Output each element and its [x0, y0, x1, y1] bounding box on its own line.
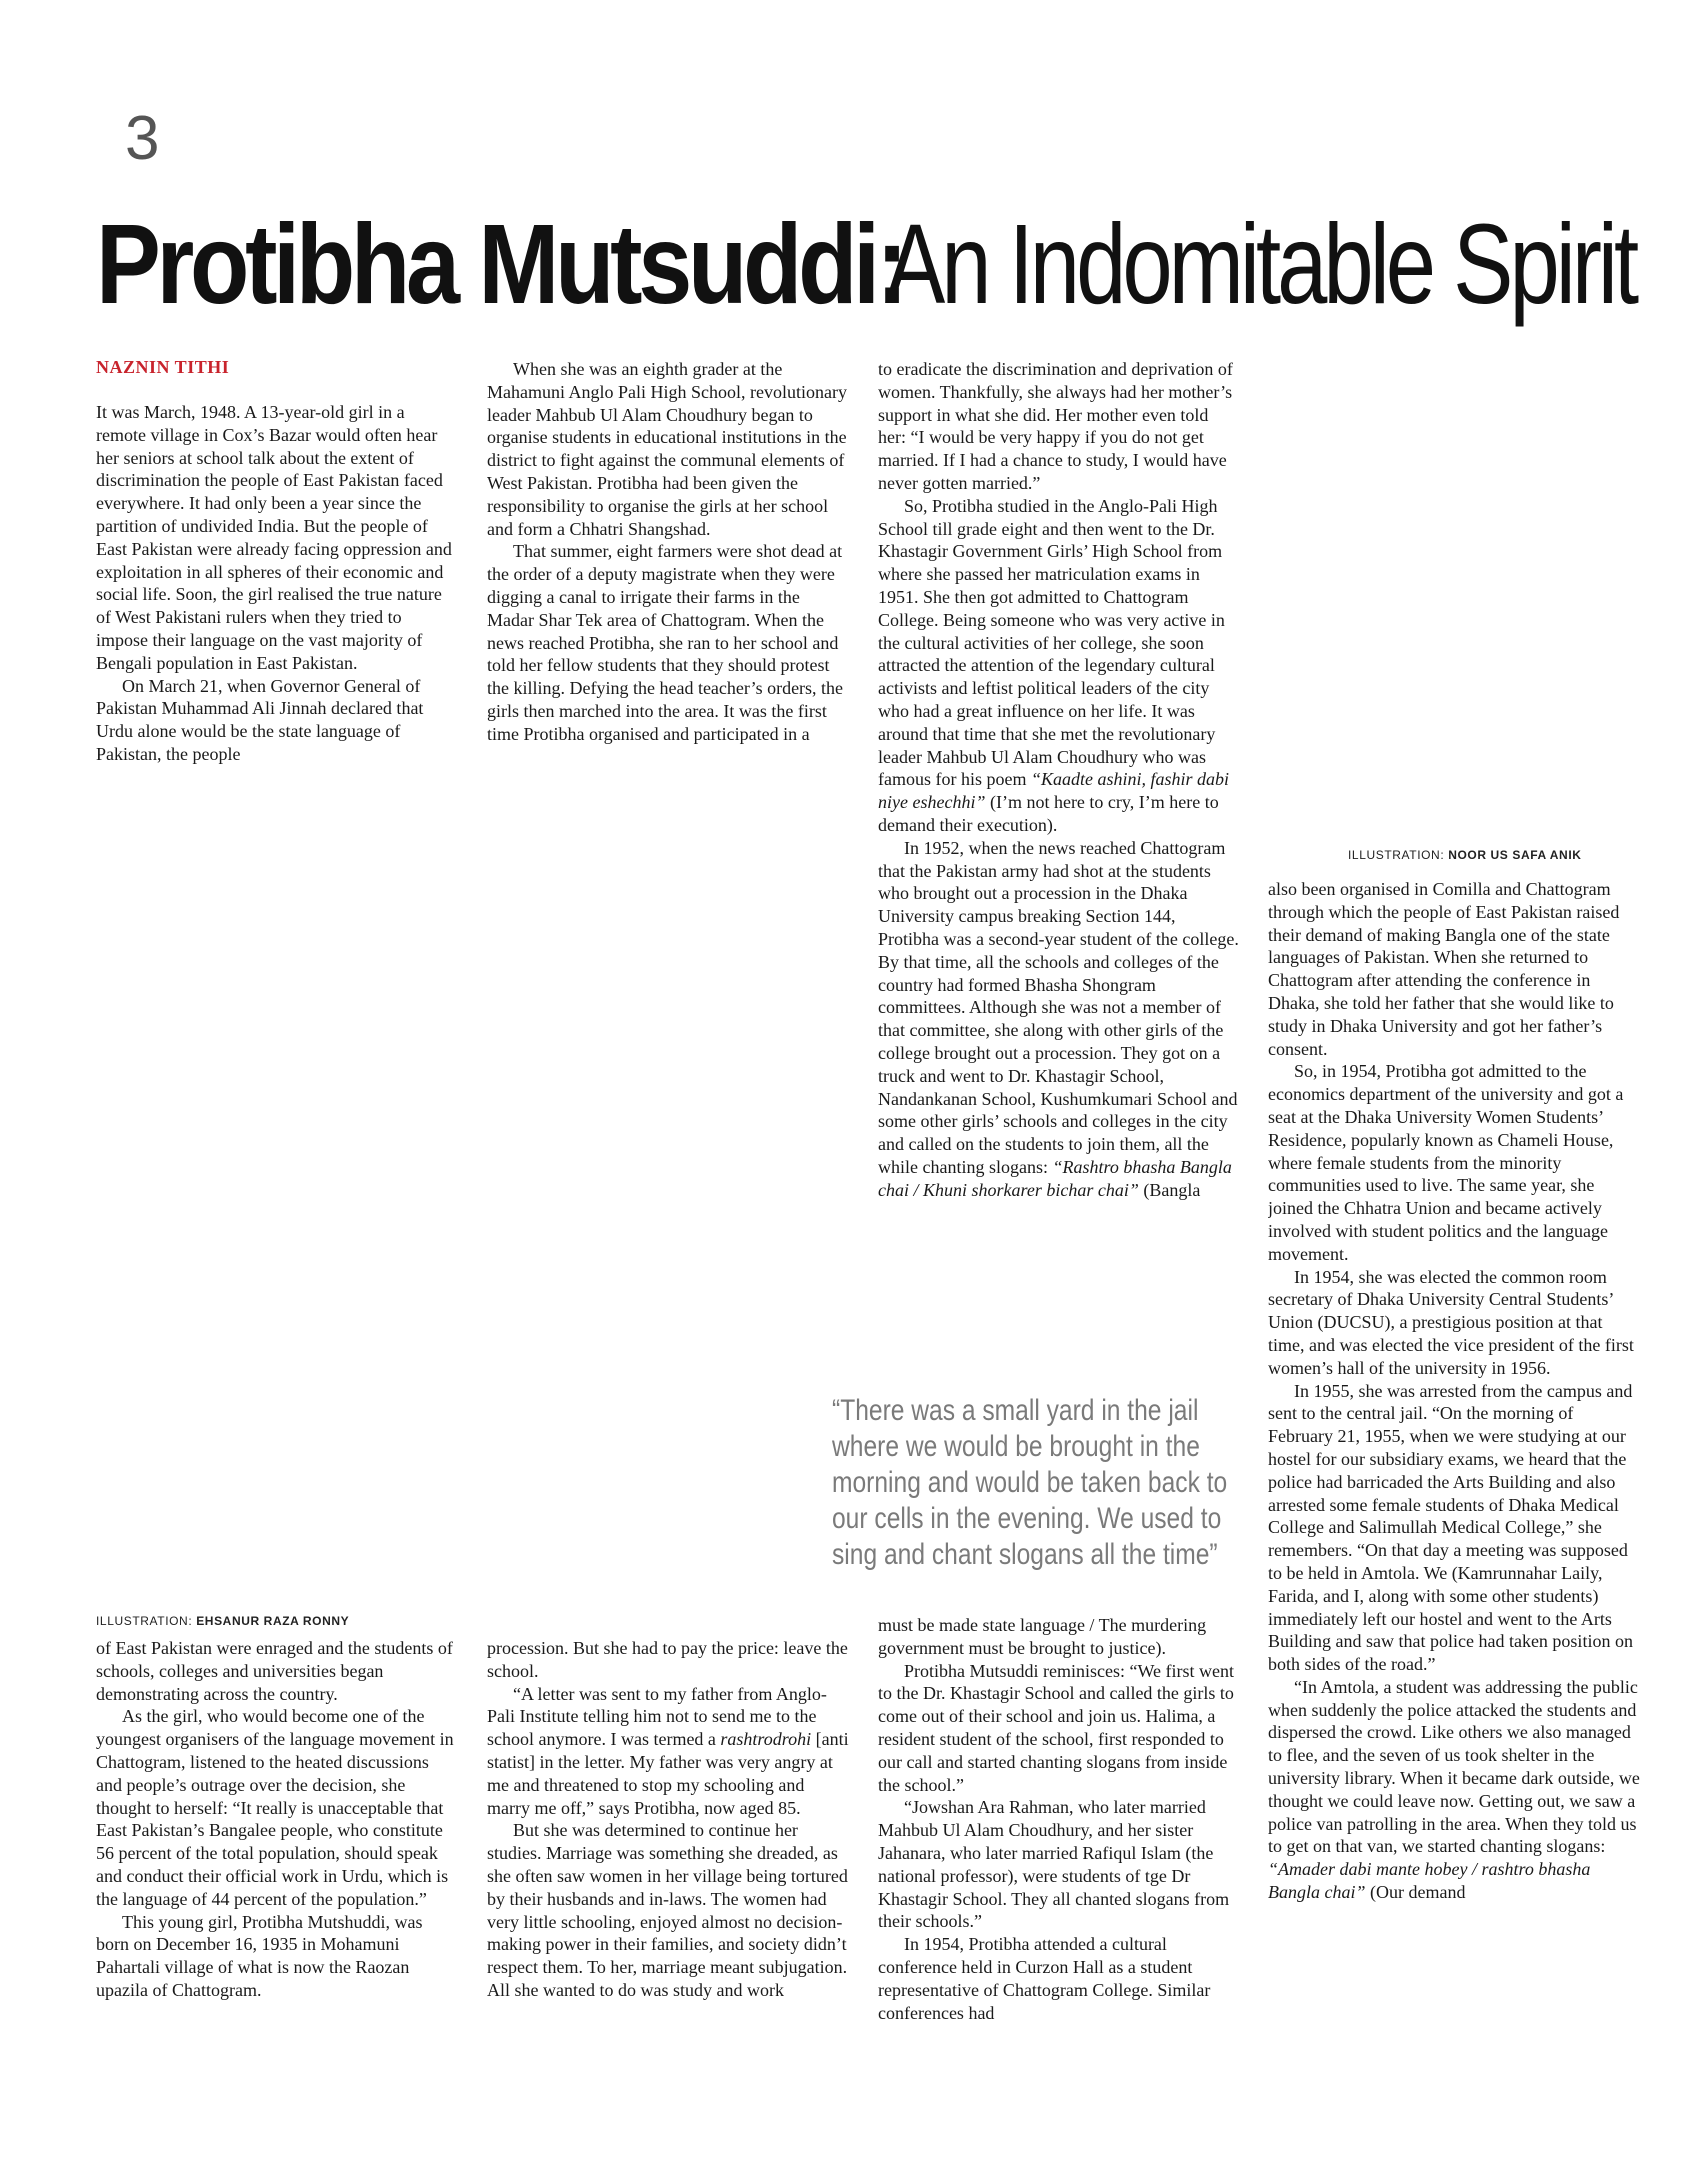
paragraph: That summer, eight farmers were shot dead at the order of a deputy magistrate when they were digging a canal to irrigate their farms in the Madar Shar Tek area of Chattogram. When the news reached Protibha, she ran to her school and told her fellow students that they should protest the killing. Defying the head teacher’s orders, the girls then marched into the area. It was the first time Protibha organised and participated in a — [487, 541, 844, 744]
article-column-1-bottom — [96, 1637, 458, 2107]
paragraph: So, Protibha studied in the Anglo-Pali High School till grade eight and then went to the Dr. Khastagir Government Girls’ High School from where she passed her matriculation exams in 1951. She then got admitted to Chattogram College. Being someone who was very active in the cultural activities of her college, she soon attracted the attention of the legendary cultural activists and leftist political leaders of the city who had a great influence on her life. It was around that time that she met the revolutionary leader Mahbub Ul Alam Choudhury who was famous for his poem “Kaadte ashini, fashir dabi niye eshechhi” (I’m not here to cry, I’m here to demand their execution). — [878, 495, 1230, 835]
article-column-3-top — [878, 358, 1240, 1366]
article-column-3-bottom — [878, 1614, 1240, 2107]
headline-name: Protibha Mutsuddi: — [96, 201, 904, 327]
paragraph: of East Pakistan were enraged and the students of schools, colleges and universities began demonstrating across the country. — [96, 1638, 453, 1704]
page-number: 3 — [125, 104, 160, 173]
paragraph: As the girl, who would become one of the youngest organisers of the language movement in Chattogram, listened to the heated discussions and people’s outrage over the decision, she thought to herself: “It really is unacceptable that East Pakistan’s Bangalee people, who constitute 56 percent of the total population, should speak and conduct their official work in Urdu, which is the language of 44 percent of the population.” — [96, 1706, 454, 1909]
paragraph: also been organised in Comilla and Chattogram through which the people of East Pakistan raised their demand of making Bangla one of the state languages of Pakistan. When she returned to Chattogram after attending the conference in Dhaka, she told her father that she would like to study in Dhaka University and got her father’s consent. — [1268, 879, 1620, 1059]
paragraph: In 1952, when the news reached Chattogram that the Pakistan army had shot at the students who brought out a procession in the Dhaka University campus breaking Section 144, Protibha was a second-year student of the college. By that time, all the schools and colleges of the country had formed Bhasha Shongram committees. Although she was not a member of that committee, she along with other girls of the college brought out a procession. They got on a truck and went to Dr. Khastagir School, Nandankanan School, Kushumkumari School and some other girls’ schools and colleges in the city and called on the students to join them, all the while chanting slogans: “Rashtro bhasha Bangla chai / Khuni shorkarer bichar chai” (Bangla — [878, 837, 1239, 1200]
pull-quote: “There was a small yard in the jail where we would be brought in the morning and would be taken back to our cells in the evening. We used to sing and chant slogans all the time” — [832, 1394, 1228, 1571]
paragraph: “In Amtola, a student was addressing the public when suddenly the police attacked the students and dispersed the crowd. Like others we also managed to flee, and the seven of us took shelter in the university library. When it became dark outside, we thought we could leave now. Getting out, we saw a police van patrolling in the area. When they told us to get on that van, we started chanting slogans: “Amader dabi mante hobey / rashtro bhasha Bangla chai” (Our demand — [1268, 1676, 1640, 1903]
paragraph: In 1954, Protibha attended a cultural conference held in Curzon Hall as a student representative of Chattogram College. Similar conferences had — [878, 1934, 1211, 2023]
paragraph: When she was an eighth grader at the Mahamuni Anglo Pali High School, revolutionary leader Mahbub Ul Alam Choudhury began to organise students in educational institutions in the district to fight against the communal elements of West Pakistan. Protibha had been given the responsibility to organise the girls at her school and form a Chhatri Shangshad. — [487, 359, 847, 539]
poem-title: “Kaadte ashini, fashir dabi niye eshechhi” — [878, 769, 1230, 813]
term: rashtrodrohi — [720, 1729, 812, 1750]
illustration-credit-left: ILLUSTRATION: EHSANUR RAZA RONNY — [96, 1614, 350, 1628]
slogan: “Amader dabi mante hobey / rashtro bhasha Bangla chai” — [1268, 1859, 1591, 1903]
headline — [96, 201, 1656, 335]
slogan: “Rashtro bhasha Bangla chai / Khuni shorkarer bichar chai” — [878, 1156, 1232, 1200]
article-column-2-bottom — [487, 1637, 849, 2107]
paragraph: “A letter was sent to my father from Anglo-Pali Institute telling him not to send me to the school anymore. I was termed a rashtrodrohi [anti statist] in the letter. My father was very angry at me and threatened to stop my schooling and marry me off,” says Protibha, now aged 85. — [487, 1683, 849, 1818]
paragraph: It was March, 1948. A 13-year-old girl in a remote village in Cox’s Bazar would often hear her seniors at school talk about the extent of discrimination the people of East Pakistan faced everywhere. It had only been a year since the partition of undivided India. But the people of East Pakistan were already facing oppression and exploitation in all spheres of their economic and social life. Soon, the girl realised the true nature of West Pakistani rulers when they tried to impose their language on the vast majority of Bengali population in East Pakistan. — [96, 402, 452, 673]
paragraph: So, in 1954, Protibha got admitted to the economics department of the university and got a seat at the Dhaka University Women Students’ Residence, popularly known as Chameli House, where female students from the minority communities used to live. The same year, she joined the Chhatra Union and became actively involved with student politics and the language movement. — [1268, 1061, 1624, 1264]
paragraph: must be made state language / The murdering government must be brought to justice). — [878, 1615, 1207, 1658]
paragraph: In 1954, she was elected the common room secretary of Dhaka University Central Students’ Union (DUCSU), a prestigious position at that time, and was elected the vice president of the first women’s hall of the university in 1956. — [1268, 1266, 1634, 1378]
paragraph: procession. But she had to pay the price: leave the school. — [487, 1638, 848, 1681]
paragraph: Protibha Mutsuddi reminisces: “We first went to the Dr. Khastagir School and called the girls to come out of their school and join us. Halima, a resident student of the school, first responded to our call and started chanting slogans from inside the school.” — [878, 1660, 1234, 1795]
paragraph: But she was determined to continue her studies. Marriage was something she dreaded, as she often saw women in her village being tortured by their husbands and in-laws. The women had very little schooling, enjoyed almost no decision-making power in their families, and society didn’t respect them. To her, marriage meant subjugation. All she wanted to do was study and work — [487, 1820, 848, 2000]
paragraph: On March 21, when Governor General of Pakistan Muhammad Ali Jinnah declared that Urdu alone would be the state language of Pakistan, the people — [96, 675, 424, 764]
illustration-credit-right: ILLUSTRATION: NOOR US SAFA ANIK — [1348, 848, 1582, 862]
paragraph: “Jowshan Ara Rahman, who later married Mahbub Ul Alam Choudhury, and her sister Jahanara, who later married Rafiqul Islam (the national professor), were students of tge Dr Khastagir School. They all chanted slogans from their schools.” — [878, 1797, 1230, 1932]
paragraph: This young girl, Protibha Mutshuddi, was born on December 16, 1935 in Mohamuni Pahartali village of what is now the Raozan upazila of Chattogram. — [96, 1911, 423, 2000]
article-column-2-top — [487, 358, 849, 843]
byline: NAZNIN TITHI — [96, 357, 230, 377]
paragraph: to eradicate the discrimination and deprivation of women. Thankfully, she always had her mother’s support in what she did. Her mother even told her: “I would be very happy if you do not get married. If I had a chance to study, I would have never gotten married.” — [878, 359, 1233, 493]
paragraph: In 1955, she was arrested from the campus and sent to the central jail. “On the morning of February 21, 1955, when we were studying at our hostel for our subsidiary exams, we heard that the police had barricaded the Arts Building and also arrested some female students of Dhaka Medical College and Salimullah Medical College,” she remembers. “On that day a meeting was supposed to be held in Amtola. We (Kamrunnahar Laily, Farida, and I, along with some other students) immediately left our hostel and went to the Arts Building and saw that police had taken position on both sides of the road.” — [1268, 1380, 1633, 1675]
headline-subtitle: An Indomitable Spirit — [885, 201, 1636, 327]
article-column-4 — [1268, 878, 1640, 2103]
article-column-1-top — [96, 401, 458, 841]
